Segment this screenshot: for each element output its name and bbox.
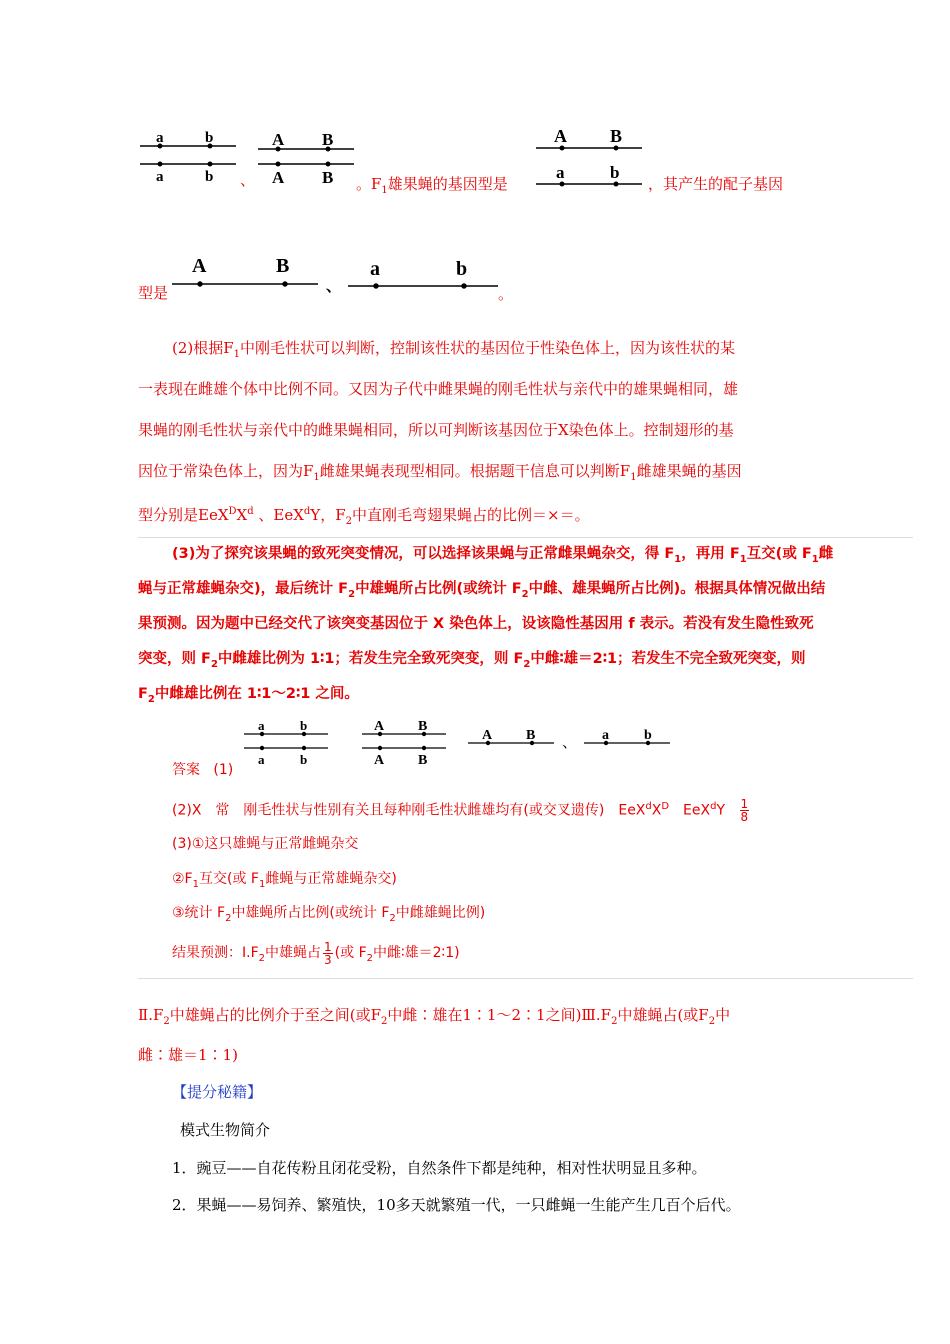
separator: 、 [326, 277, 342, 295]
allele-label: A [272, 130, 285, 149]
tips-heading: 【提分秘籍】 [172, 1083, 263, 1101]
separator: 、 [562, 733, 578, 751]
allele-label: B [418, 719, 428, 734]
allele-label: b [300, 718, 308, 733]
allele-label: a [156, 169, 164, 185]
tips-item-1: 1．豌豆——自花传粉且闭花受粉，自然条件下都是纯种，相对性状明显且多种。 [172, 1159, 707, 1177]
allele-label: B [322, 130, 334, 149]
explanation-3-line-4: 突变，则 $F_2$中雌雄比例为 1∶1；若发生完全致死突变，则 $F_2$中雌∶雄＝2∶1；若发生不完全致死突变，则 [138, 651, 806, 670]
explanation-2-line-3: 果蝇的刚毛性状与亲代中的雌果蝇相同，所以可判断该基因位于X染色体上。控制翅形的基 [138, 421, 734, 439]
allele-label: a [370, 258, 380, 280]
fraction-one-eighth: $\frac{1}{8}$ [740, 797, 749, 825]
explanation-2-line-4: 因位于常染色体上，因为$F_1$雌雄果蝇表现型相同。根据题干信息可以判断$F_1$雌雄果蝇的基因 [138, 462, 742, 483]
answer-label: 答案 (1) [172, 762, 234, 778]
fraction-one-third: $\frac{1}{3}$ [324, 939, 332, 967]
allele-label: A [374, 753, 385, 768]
gamete-AB-diagram [170, 250, 320, 292]
explanation-2-line-5: 型分别是$EeX^DX^d$ 、EeX$^d$Y，$F_2$中直刚毛弯翅果蝇占的比例＝×＝。 [138, 506, 590, 527]
allele-label: B [418, 753, 428, 768]
explanation-3-line-3: 果预测。因为题中已经交代了该突变基因位于 X 染色体上，设该隐性基因用 f 表示。若没有发生隐性致死 [138, 616, 814, 632]
explanation-3-line-5: $F_2$中雌雄比例在 1∶1～2∶1 之间。 [138, 686, 359, 705]
allele-label: b [456, 258, 468, 280]
explanation-2-line-1: (2)根据$F_1$中刚毛性状可以判断，控制该性状的基因位于性染色体上，因为该性状的某 [172, 339, 736, 360]
tips-item-2: 2．果蝇——易饲养、繁殖快，10多天就繁殖一代，一只雌蝇一生能产生几百个后代。 [172, 1196, 741, 1214]
allele-label: A [192, 255, 207, 277]
tips-title: 模式生物简介 [180, 1121, 271, 1139]
divider [138, 537, 913, 538]
allele-label: a [258, 718, 265, 733]
answer-part-3-3: ③统计 $F_2$中雄蝇所占比例(或统计 $F_2$中雌雄蝇比例) [172, 905, 486, 924]
allele-label: A [374, 719, 385, 734]
answer-diagram-AB-AB [360, 716, 448, 768]
chromosome-diagram-AB-ab [534, 122, 644, 188]
allele-label: A [272, 168, 285, 187]
allele-label: B [322, 168, 334, 187]
answer-part-2: (2)X 常 刚毛性状与性别有关且每种刚毛性状雌雄均有(或交叉遗传) $EeX^dX^D$ EeX$^d$Y $\frac{1}{8}$ [172, 797, 749, 825]
answer-diagram-ab-ab [242, 716, 330, 768]
allele-label: b [610, 163, 620, 182]
allele-label: B [610, 126, 623, 146]
chromosome-diagram-ab-ab [138, 124, 238, 188]
allele-label: a [258, 752, 265, 767]
answer-part-3-1: (3)①这只雄蝇与正常雌蝇杂交 [172, 836, 359, 852]
f1-genotype-text: 。$F_1$雄果蝇的基因型是 [356, 175, 508, 196]
separator: 、 [240, 171, 256, 189]
continuation-line-1: $Ⅱ.F_2$中雄蝇占的比例介于至之间(或$F_2$中雌∶雄在1∶1～2∶1之间)$Ⅲ.F_2$中雄蝇占(或$F_2$中 [138, 1006, 731, 1027]
continuation-line-2: 雌∶雄＝1∶1) [138, 1046, 238, 1064]
allele-label: b [205, 130, 214, 146]
allele-label: a [156, 130, 164, 146]
answer-gamete-AB [466, 722, 556, 750]
gamete-text: ，其产生的配子基因 [648, 175, 784, 193]
allele-label: B [276, 255, 290, 277]
divider [138, 978, 913, 979]
answer-gamete-ab [582, 722, 672, 750]
explanation-2-line-2: 一表现在雌雄个体中比例不同。又因为子代中雌果蝇的刚毛性状与亲代中的雄果蝇相同，雄 [138, 380, 739, 398]
gamete-prefix: 型是 [138, 284, 169, 302]
allele-label: b [300, 752, 308, 767]
allele-label: b [644, 728, 652, 743]
allele-label: A [554, 126, 567, 146]
answer-prediction: 结果预测：$Ⅰ.F_2$中雄蝇占 $\frac{1}{3}$ (或 $F_2$中雌∶雄＝2∶1) [172, 939, 460, 967]
explanation-3-line-2: 蝇与正常雄蝇杂交)，最后统计 $F_2$中雄蝇所占比例(或统计 $F_2$中雌、雄果蝇所占比例)。根据具体情况做出结 [138, 581, 826, 600]
allele-label: a [602, 728, 609, 743]
explanation-3-line-1: (3)为了探究该果蝇的致死突变情况，可以选择该果蝇与正常雌果蝇杂交，得 $F_1$，再用 $F_1$互交(或 $F_1$雌 [172, 546, 834, 565]
allele-label: B [526, 728, 536, 743]
period: 。 [498, 285, 514, 303]
allele-label: a [556, 163, 565, 182]
allele-label: b [205, 169, 214, 185]
allele-label: A [482, 728, 493, 743]
answer-part-3-2: $②F_1$互交(或 $F_1$雌蝇与正常雄蝇杂交) [172, 871, 397, 890]
gamete-ab-diagram [346, 254, 500, 294]
chromosome-diagram-AB-AB [256, 124, 356, 188]
